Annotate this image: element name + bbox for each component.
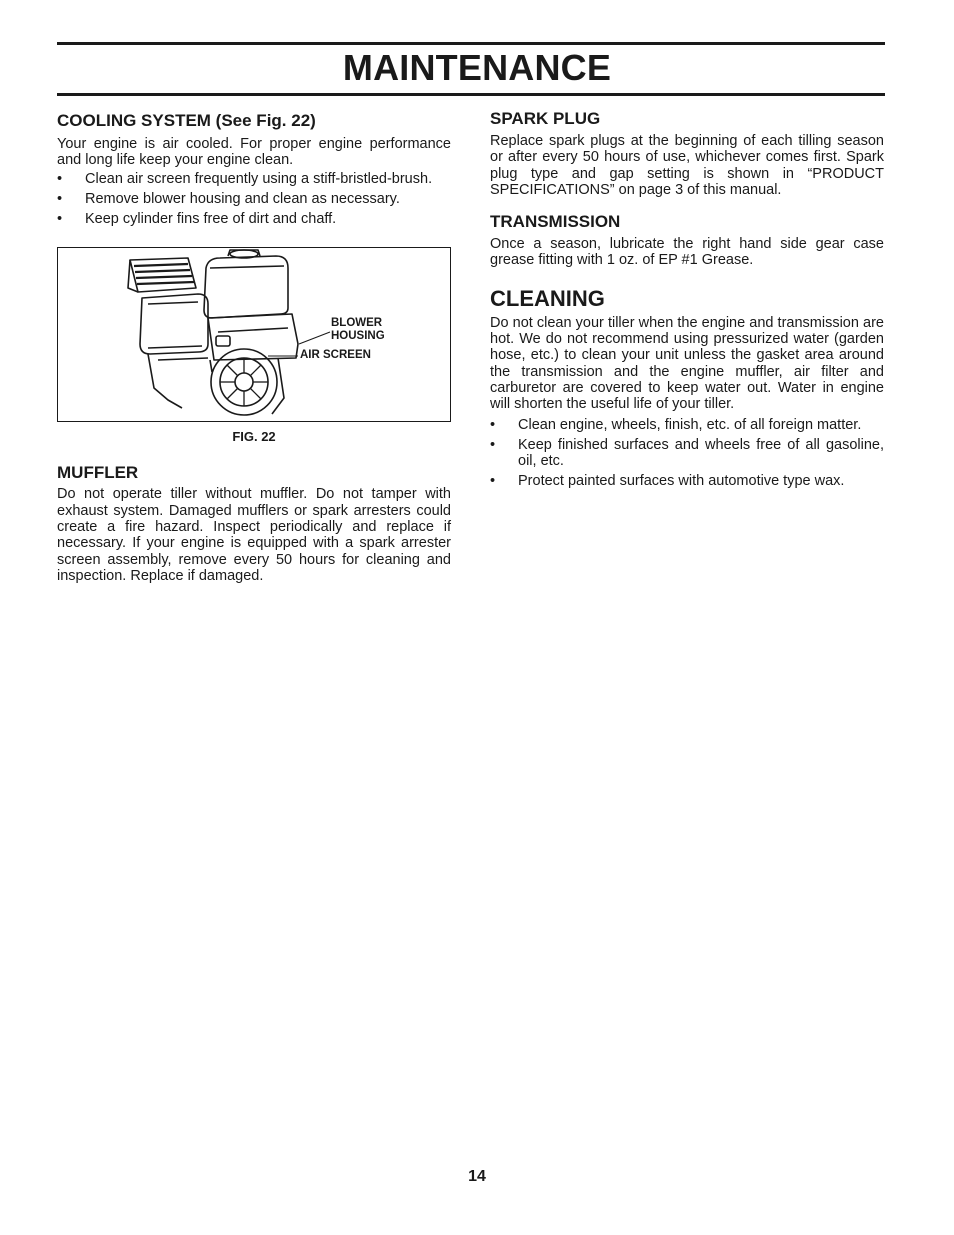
list-item: • Remove blower housing and clean as necessary. xyxy=(57,190,400,207)
bullet-icon: • xyxy=(57,170,63,187)
page-number: 14 xyxy=(468,1168,486,1185)
bullet-icon: • xyxy=(57,211,63,228)
bullet-icon: • xyxy=(490,436,496,453)
header-rule-bottom xyxy=(57,93,885,96)
muffler-heading: MUFFLER xyxy=(57,463,139,483)
cleaning-section xyxy=(490,285,884,490)
list-item: • Clean air screen frequently using a stiff-bristled-brush. xyxy=(57,170,433,187)
transmission-body: Once a season, lubricate the right hand side gear case grease fitting with 1 oz. of EP #1 Grease. xyxy=(490,236,884,269)
air-screen-label: AIR SCREEN xyxy=(300,349,371,362)
spark-plug-body: Replace spark plugs at the beginning of each tilling season or after every 50 hours of use, whichever comes first. Spark plug type and gap setting is shown in “PRODUCT SPECIFICATIONS” on page 3 of this manual. xyxy=(490,133,884,198)
list-item: • Keep cylinder fins free of dirt and chaff. xyxy=(57,211,337,228)
cooling-section xyxy=(57,110,451,227)
transmission-heading: TRANSMISSION xyxy=(490,212,621,232)
transmission-section xyxy=(490,211,884,269)
spark-plug-section xyxy=(490,108,884,198)
cleaning-heading: CLEANING xyxy=(490,285,605,311)
figure-box xyxy=(57,247,451,422)
bullet-icon: • xyxy=(57,190,63,207)
muffler-body: Do not operate tiller without muffler. Do not tamper with exhaust system. Damaged mufflers or spark arresters could create a fire hazard. Inspect periodically and replace if necessary. If your engine is equipped with a spark arrester screen assembly, remove every 50 hours for cleaning and inspection. Replace if damaged. xyxy=(57,486,451,584)
blower-housing-label: BLOWER HOUSING xyxy=(331,317,385,343)
cooling-bullet-list xyxy=(57,171,451,228)
figure-caption: FIG. 22 xyxy=(232,429,276,445)
list-item: • Clean engine, wheels, finish, etc. of all foreign matter. xyxy=(490,416,862,433)
cooling-heading: COOLING SYSTEM (See Fig. 22) xyxy=(57,111,316,130)
cleaning-body: Do not clean your tiller when the engine and transmission are hot. We do not recommend using pressurized water (garden hose, etc.) to clean your unit unless the gasket area around the transmission and the engine muffler, air filter and carburetor are covered to keep water out. Water in engine will shorten the useful life of your tiller. xyxy=(490,314,884,413)
figure-22 xyxy=(57,247,451,444)
bullet-icon: • xyxy=(490,473,496,490)
header-rule-top xyxy=(57,42,885,45)
cooling-intro: Your engine is air cooled. For proper engine performance and long life keep your engine clean. xyxy=(57,136,451,169)
bullet-icon: • xyxy=(490,416,496,433)
cleaning-bullet-list xyxy=(490,417,884,490)
list-item: • Protect painted surfaces with automotive type wax. xyxy=(490,473,845,490)
muffler-section xyxy=(57,462,451,584)
right-column xyxy=(490,108,884,490)
spark-plug-heading: SPARK PLUG xyxy=(490,109,601,128)
left-column xyxy=(57,108,451,584)
page-title: MAINTENANCE xyxy=(342,47,612,88)
list-item: • Keep finished surfaces and wheels free of all gasoline, oil, etc. xyxy=(490,436,884,470)
